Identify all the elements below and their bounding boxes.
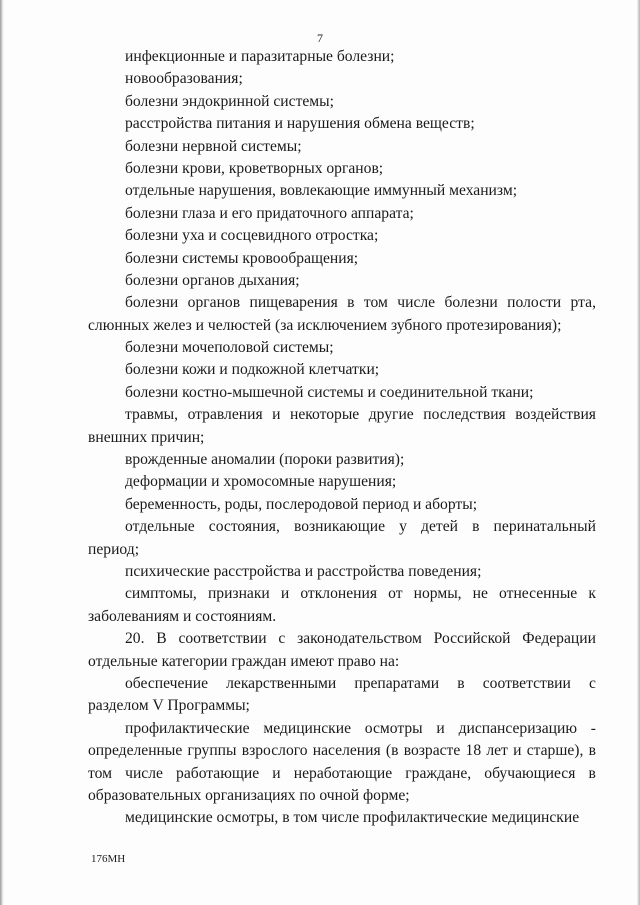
list-item-checkups-line3 bbox=[88, 763, 596, 785]
word: соответствии bbox=[178, 630, 267, 648]
word: болезни bbox=[444, 294, 498, 312]
word: числе bbox=[125, 764, 163, 782]
list-item: расстройства питания и нарушения обмена веществ; bbox=[125, 115, 475, 133]
word: профилактические bbox=[125, 719, 250, 737]
word: отравления bbox=[187, 406, 263, 424]
list-item-injuries-line1 bbox=[88, 404, 596, 426]
word: перинатальный bbox=[493, 518, 596, 536]
word: неработающие bbox=[293, 764, 393, 782]
list-item: беременность, роды, послеродовой период и аборты; bbox=[125, 495, 478, 513]
word: возрасте bbox=[403, 742, 461, 760]
list-item-digestive-line1 bbox=[88, 292, 596, 314]
word: и bbox=[436, 719, 445, 737]
list-item: болезни кожи и подкожной клетчатки; bbox=[125, 361, 380, 379]
list-item: болезни костно-мышечной системы и соединительной ткани; bbox=[125, 383, 534, 401]
list-item-perinatal-line1 bbox=[88, 516, 596, 538]
word: диспансеризацию bbox=[458, 719, 577, 737]
word: состояния, bbox=[208, 518, 280, 536]
scan-left-edge bbox=[0, 0, 4, 905]
list-item-symptoms-line1 bbox=[88, 583, 596, 605]
word: не bbox=[472, 585, 488, 603]
list-item-checkups-line2 bbox=[88, 740, 596, 762]
word: и bbox=[280, 585, 290, 603]
word: симптомы, bbox=[125, 585, 197, 603]
list-item-checkups-line4: образовательных организациях по очной форме; bbox=[88, 786, 410, 804]
word: населения bbox=[312, 742, 381, 760]
paragraph-20-line2: отдельные категории граждан имеют право на: bbox=[88, 652, 400, 670]
paragraph-20-line1 bbox=[88, 628, 596, 650]
word: В bbox=[156, 630, 167, 648]
word: в bbox=[588, 764, 596, 782]
page-number: 7 bbox=[317, 31, 323, 45]
list-item-perinatal-line2: период; bbox=[88, 540, 140, 558]
list-item: инфекционные и паразитарные болезни; bbox=[125, 48, 395, 65]
word: рта, bbox=[570, 294, 596, 312]
word: в bbox=[472, 518, 480, 536]
word: в bbox=[588, 742, 596, 760]
word: воздействия bbox=[515, 406, 596, 424]
word: (в bbox=[385, 742, 399, 760]
list-item-medicines-line1 bbox=[88, 673, 596, 695]
list-item: врожденные аномалии (пороки развития); bbox=[125, 451, 405, 469]
list-item-symptoms-line2: заболеваниям и состояниям. bbox=[88, 607, 277, 625]
word: с bbox=[589, 674, 596, 692]
word: полости bbox=[507, 294, 562, 312]
word: пищеварения bbox=[249, 294, 338, 312]
word: некоторые bbox=[289, 406, 360, 424]
word: том bbox=[88, 764, 112, 782]
list-item: болезни нервной системы; bbox=[125, 137, 302, 155]
word: и bbox=[513, 742, 522, 760]
list-item-injuries-line2: внешних причин; bbox=[88, 428, 205, 446]
word: у bbox=[399, 518, 407, 536]
word: работающие bbox=[176, 764, 260, 782]
word: группы bbox=[187, 742, 237, 760]
word: взрослого bbox=[241, 742, 308, 760]
word: к bbox=[588, 585, 596, 603]
word: в bbox=[457, 674, 465, 692]
word: с bbox=[278, 630, 286, 648]
word: Федерации bbox=[522, 630, 596, 648]
list-item-checkups-line1 bbox=[88, 718, 596, 740]
list-item: болезни уха и сосцевидного отростка; bbox=[125, 227, 379, 245]
list-item-mental: психические расстройства и расстройства поведения; bbox=[125, 562, 482, 580]
list-item-medicines-line2: разделом V Программы; bbox=[88, 697, 250, 715]
word: лет bbox=[486, 742, 508, 760]
word: определенные bbox=[88, 742, 183, 760]
word: травмы, bbox=[125, 406, 179, 424]
word: - bbox=[590, 719, 596, 737]
word: обеспечение bbox=[125, 674, 209, 692]
word: от bbox=[388, 585, 403, 603]
word: законодательством bbox=[297, 630, 422, 648]
word: 18 bbox=[465, 742, 482, 760]
list-item: болезни органов дыхания; bbox=[125, 271, 300, 289]
word: в bbox=[347, 294, 355, 312]
word: соответствии bbox=[482, 674, 571, 692]
word: обучающиеся bbox=[484, 764, 576, 782]
word: органов bbox=[187, 294, 241, 312]
word: Российской bbox=[433, 630, 511, 648]
word: другие bbox=[368, 406, 414, 424]
list-item: болезни мочеполовой системы; bbox=[125, 339, 334, 357]
list-item: болезни эндокринной системы; bbox=[125, 92, 334, 110]
word: граждане, bbox=[405, 764, 472, 782]
word: болезни bbox=[125, 294, 179, 312]
word: нормы, bbox=[413, 585, 462, 603]
word: отдельные bbox=[125, 518, 195, 536]
list-item-medical-exams: медицинские осмотры, в том числе профилактические медицинские bbox=[125, 809, 580, 827]
word: осмотры bbox=[364, 719, 423, 737]
word: том bbox=[363, 294, 388, 312]
word: числе bbox=[397, 294, 436, 312]
document-body bbox=[88, 46, 596, 830]
list-item-digestive-line2: слюнных желез и челюстей (за исключением зубного протезирования); bbox=[88, 316, 562, 334]
word: 20. bbox=[125, 630, 145, 648]
list-item: болезни системы кровообращения; bbox=[125, 249, 359, 267]
word: отнесенные bbox=[499, 585, 578, 603]
word: лекарственными bbox=[226, 674, 337, 692]
list-item: болезни глаза и его придаточного аппарата; bbox=[125, 204, 414, 222]
word: признаки bbox=[207, 585, 270, 603]
list-item: деформации и хромосомные нарушения; bbox=[125, 473, 397, 491]
list-item: отдельные нарушения, вовлекающие иммунный механизм; bbox=[125, 182, 518, 200]
word: препаратами bbox=[354, 674, 440, 692]
word: детей bbox=[421, 518, 458, 536]
word: старше), bbox=[526, 742, 584, 760]
list-item: болезни крови, кроветворных органов; bbox=[125, 159, 384, 177]
word: и bbox=[272, 406, 281, 424]
word: отклонения bbox=[300, 585, 378, 603]
word: и bbox=[272, 764, 281, 782]
list-item: новообразования; bbox=[125, 70, 243, 88]
word: медицинские bbox=[263, 719, 351, 737]
document-code: 176МН bbox=[91, 853, 126, 865]
word: возникающие bbox=[293, 518, 386, 536]
word: последствия bbox=[423, 406, 506, 424]
